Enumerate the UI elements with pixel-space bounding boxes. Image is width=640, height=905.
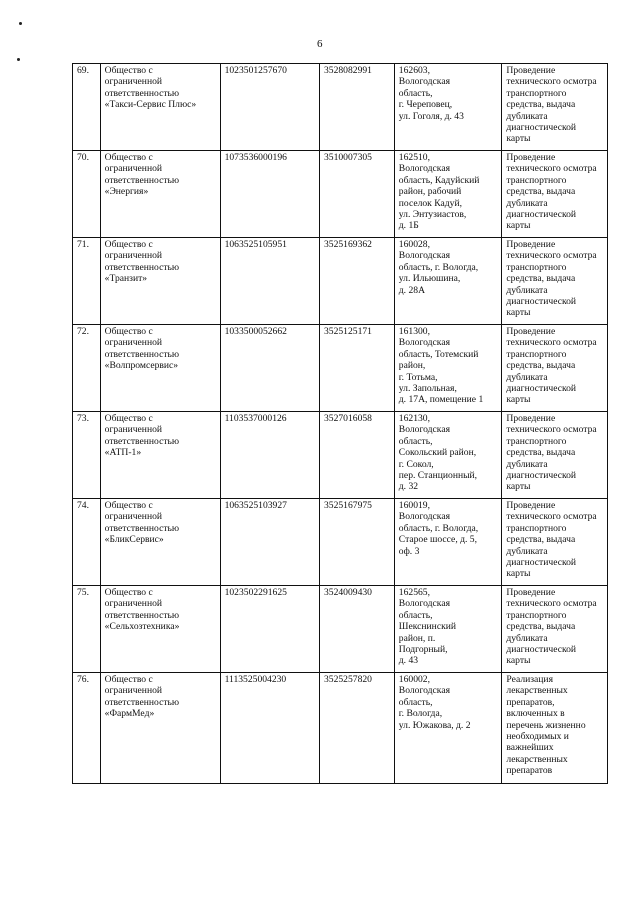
table-row xyxy=(73,499,608,586)
table-row xyxy=(73,64,608,151)
ogrn-number: 1073536000196 xyxy=(220,151,319,238)
organization-address: 160028, Вологодская область, г. Вологда, ул. Ильюшина, д. 28А xyxy=(394,238,502,325)
scan-speck xyxy=(17,58,20,61)
registry-table xyxy=(72,63,608,784)
organization-address: 161300, Вологодская область, Тотемский район, г. Тотьма, ул. Запольная, д. 17А, помещение 1 xyxy=(394,325,502,412)
inn-number: 3528082991 xyxy=(319,64,394,151)
activity-description: Проведение технического осмотра транспортного средства, выдача дубликата диагностической карты xyxy=(502,238,608,325)
ogrn-number: 1033500052662 xyxy=(220,325,319,412)
inn-number: 3524009430 xyxy=(319,586,394,673)
activity-description: Проведение технического осмотра транспортного средства, выдача дубликата диагностической карты xyxy=(502,586,608,673)
organization-name: Общество с ограниченной ответственностью «АТП-1» xyxy=(100,412,220,499)
table-row xyxy=(73,151,608,238)
ogrn-number: 1023502291625 xyxy=(220,586,319,673)
activity-description: Проведение технического осмотра транспортного средства, выдача дубликата диагностической карты xyxy=(502,499,608,586)
inn-number: 3510007305 xyxy=(319,151,394,238)
row-number: 76. xyxy=(73,673,101,784)
ogrn-number: 1113525004230 xyxy=(220,673,319,784)
inn-number: 3527016058 xyxy=(319,412,394,499)
row-number: 75. xyxy=(73,586,101,673)
activity-description: Проведение технического осмотра транспортного средства, выдача дубликата диагностической карты xyxy=(502,325,608,412)
ogrn-number: 1103537000126 xyxy=(220,412,319,499)
activity-description: Проведение технического осмотра транспортного средства, выдача дубликата диагностической карты xyxy=(502,412,608,499)
activity-description: Реализация лекарственных препаратов, включенных в перечень жизненно необходимых и важнейших лекарственных препаратов xyxy=(502,673,608,784)
organization-address: 162603, Вологодская область, г. Череповец, ул. Гоголя, д. 43 xyxy=(394,64,502,151)
table-row xyxy=(73,673,608,784)
inn-number: 3525257820 xyxy=(319,673,394,784)
table-row xyxy=(73,412,608,499)
page-number: 6 xyxy=(317,38,323,50)
organization-address: 160019, Вологодская область, г. Вологда, Старое шоссе, д. 5, оф. 3 xyxy=(394,499,502,586)
ogrn-number: 1063525103927 xyxy=(220,499,319,586)
table-row xyxy=(73,238,608,325)
organization-name: Общество с ограниченной ответственностью «Такси-Сервис Плюс» xyxy=(100,64,220,151)
organization-name: Общество с ограниченной ответственностью «ФармМед» xyxy=(100,673,220,784)
row-number: 71. xyxy=(73,238,101,325)
row-number: 73. xyxy=(73,412,101,499)
row-number: 69. xyxy=(73,64,101,151)
row-number: 72. xyxy=(73,325,101,412)
scan-speck xyxy=(19,22,22,25)
organization-name: Общество с ограниченной ответственностью «Транзит» xyxy=(100,238,220,325)
row-number: 74. xyxy=(73,499,101,586)
organization-address: 162565, Вологодская область, Шекснинский район, п. Подгорный, д. 43 xyxy=(394,586,502,673)
inn-number: 3525169362 xyxy=(319,238,394,325)
activity-description: Проведение технического осмотра транспортного средства, выдача дубликата диагностической карты xyxy=(502,64,608,151)
organization-address: 162130, Вологодская область, Сокольский район, г. Сокол, пер. Станционный, д. 32 xyxy=(394,412,502,499)
organization-address: 160002, Вологодская область, г. Вологда, ул. Южакова, д. 2 xyxy=(394,673,502,784)
organization-name: Общество с ограниченной ответственностью «Энергия» xyxy=(100,151,220,238)
table-row xyxy=(73,325,608,412)
row-number: 70. xyxy=(73,151,101,238)
organization-name: Общество с ограниченной ответственностью «БликСервис» xyxy=(100,499,220,586)
inn-number: 3525167975 xyxy=(319,499,394,586)
organization-name: Общество с ограниченной ответственностью «Сельхозтехника» xyxy=(100,586,220,673)
ogrn-number: 1063525105951 xyxy=(220,238,319,325)
ogrn-number: 1023501257670 xyxy=(220,64,319,151)
registry-table-body xyxy=(73,64,608,784)
organization-name: Общество с ограниченной ответственностью «Волпромсервис» xyxy=(100,325,220,412)
organization-address: 162510, Вологодская область, Кадуйский район, рабочий поселок Кадуй, ул. Энтузиастов, д. 1Б xyxy=(394,151,502,238)
inn-number: 3525125171 xyxy=(319,325,394,412)
activity-description: Проведение технического осмотра транспортного средства, выдача дубликата диагностической карты xyxy=(502,151,608,238)
table-row xyxy=(73,586,608,673)
